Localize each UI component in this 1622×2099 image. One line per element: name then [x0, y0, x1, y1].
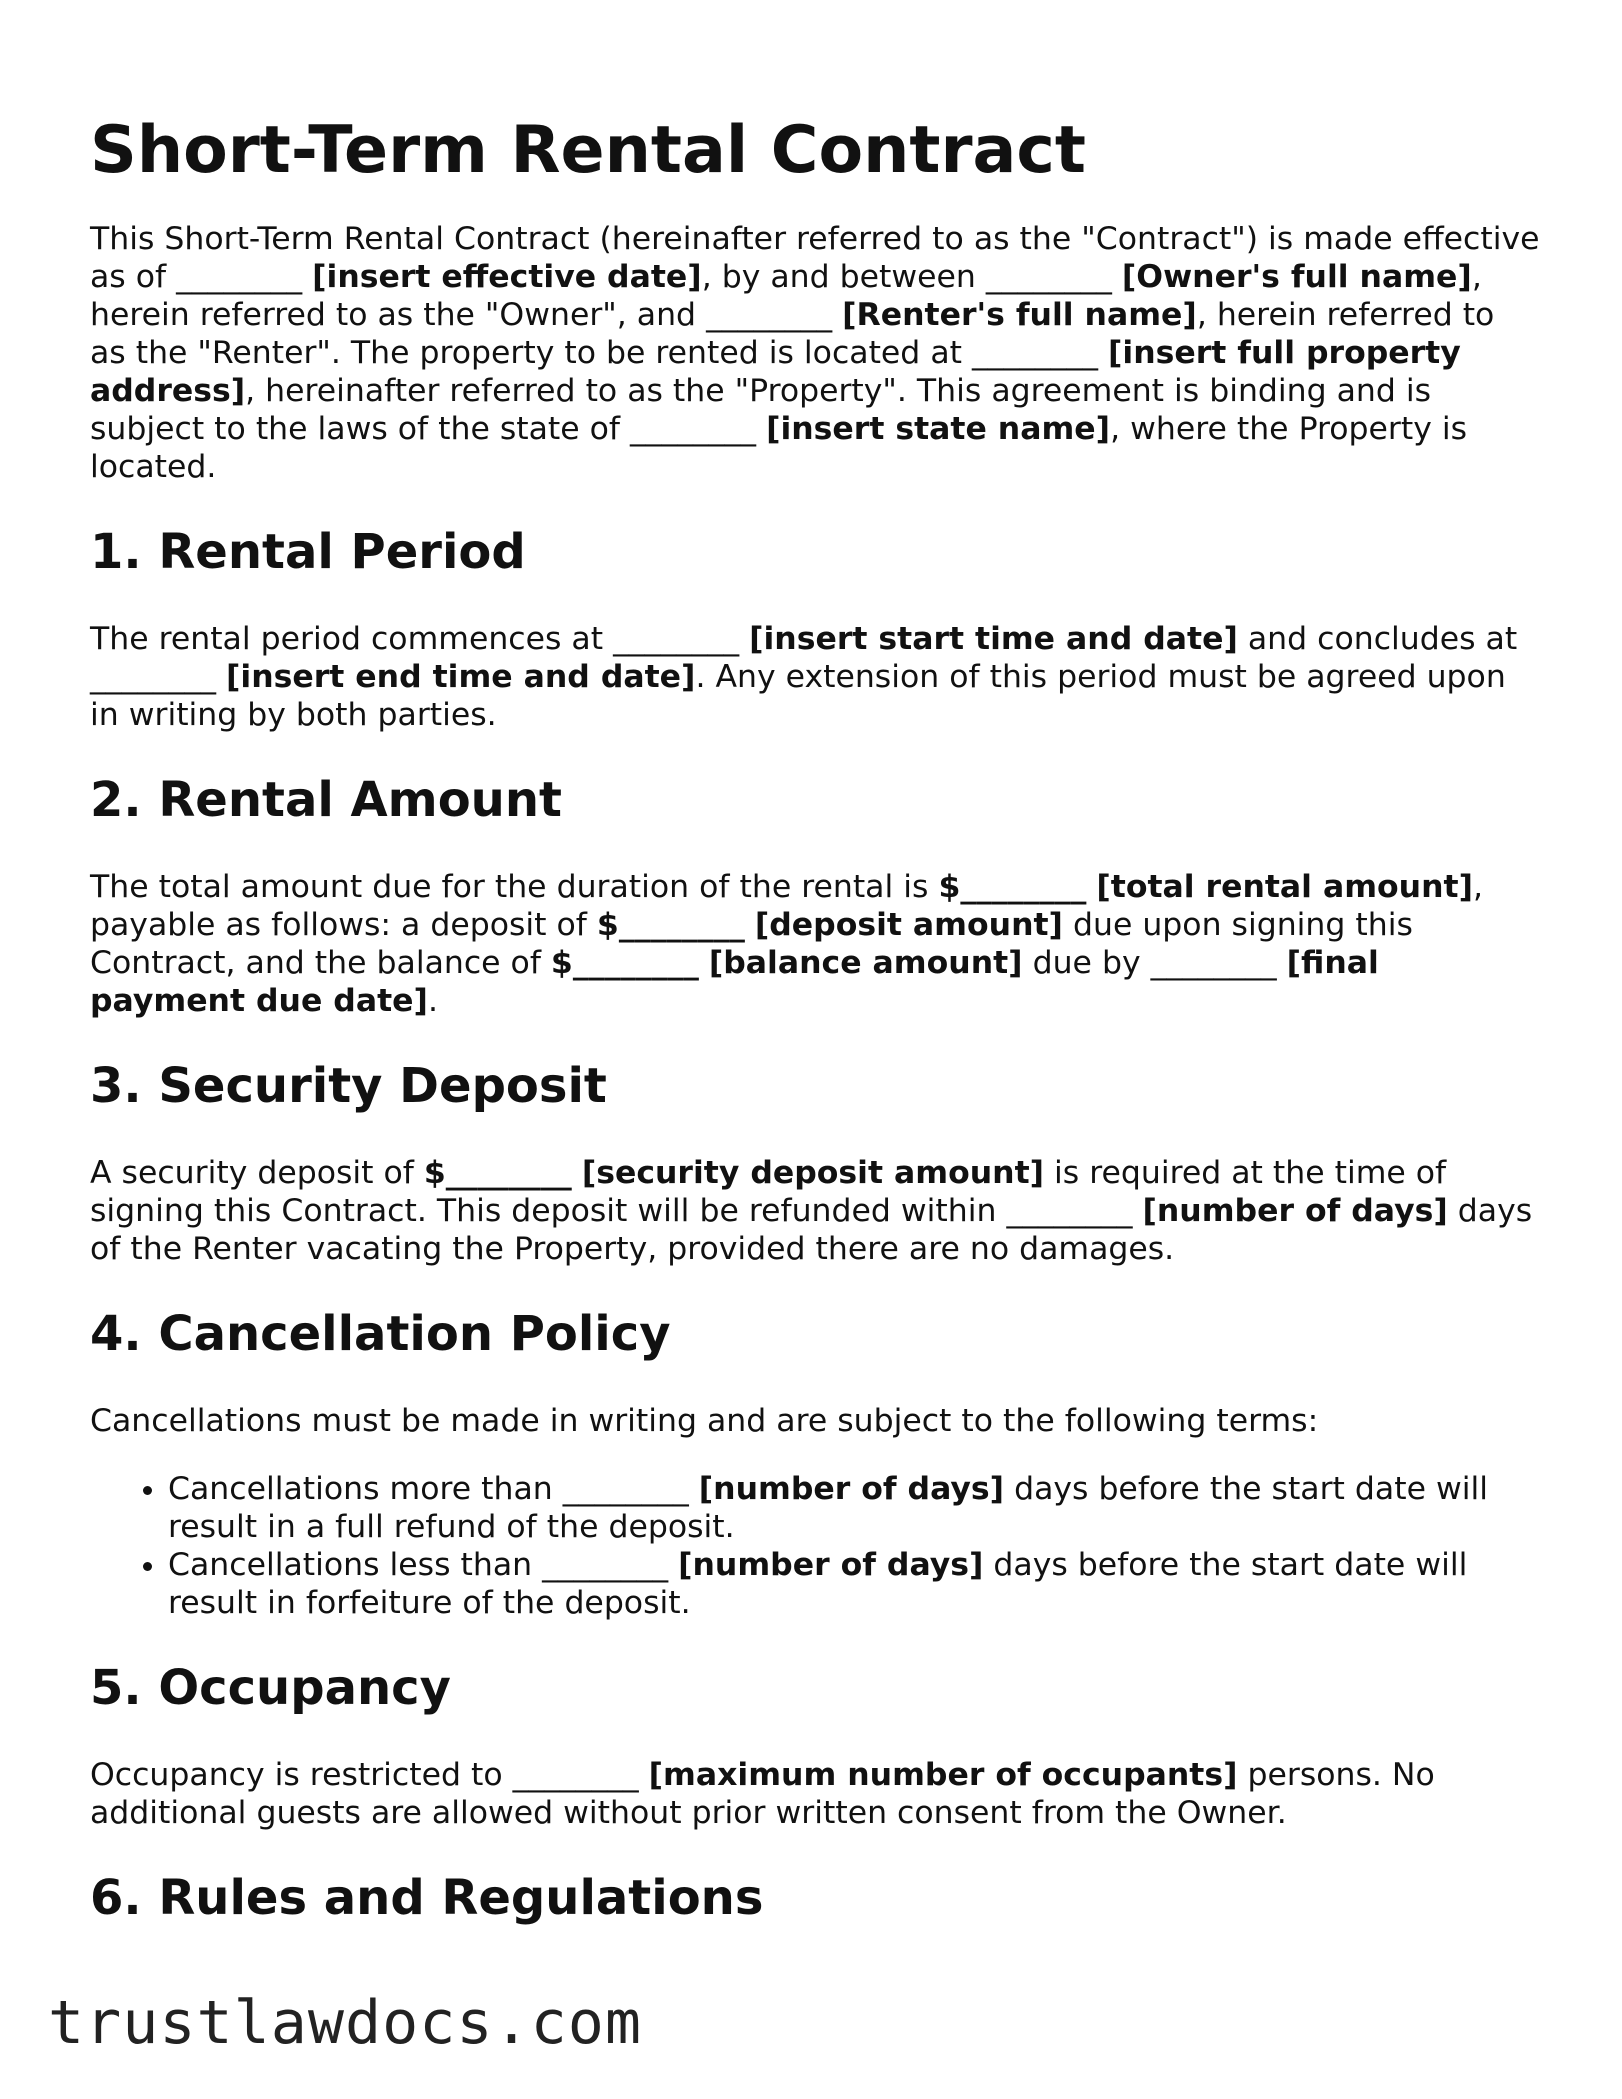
- placeholder-state-name: [insert state name]: [766, 411, 1111, 447]
- placeholder-property-address: [insert full property address]: [90, 335, 1461, 409]
- text: Occupancy is restricted to: [90, 1757, 513, 1793]
- section-heading-cancellation-policy: 4. Cancellation Policy: [90, 1306, 671, 1362]
- placeholder-renter-name: [Renter's full name]: [842, 297, 1197, 333]
- text: .: [427, 983, 438, 1019]
- blank-line: ________: [972, 335, 1098, 371]
- text: is required at the time of signing this Contract. This deposit will be refunded within: [90, 1155, 1447, 1229]
- occupancy-paragraph: [90, 1756, 1540, 1832]
- watermark-text: trustlawdocs.com: [48, 1988, 642, 2058]
- document-body: [90, 106, 1540, 1966]
- intro-text-3: , herein referred to as the "Owner", and: [90, 259, 1482, 333]
- placeholder-end-time: [insert end time and date]: [226, 659, 696, 695]
- security-deposit-paragraph: [90, 1154, 1540, 1268]
- blank-line: ________: [90, 659, 216, 695]
- text: The rental period commences at: [90, 621, 614, 657]
- placeholder-balance-amount: [balance amount]: [708, 945, 1023, 981]
- intro-text-4: , herein referred to as the "Renter". The property to be rented is located at: [90, 297, 1495, 371]
- dollar-blank: $________: [550, 945, 699, 981]
- placeholder-deposit-amount: [deposit amount]: [754, 907, 1063, 943]
- intro-text-5: , hereinafter referred to as the "Property". This agreement is binding and is subject to the laws of the state of: [90, 373, 1432, 447]
- placeholder-effective-date: [insert effective date]: [312, 259, 702, 295]
- blank-line: ________: [613, 621, 740, 657]
- text: The total amount due for the duration of the rental is: [90, 869, 939, 905]
- section-heading-rental-period: 1. Rental Period: [90, 524, 526, 580]
- cancellation-intro: Cancellations must be made in writing and are subject to the following terms:: [90, 1403, 1319, 1439]
- dollar-blank: $________: [596, 907, 745, 943]
- section-heading-rules: 6. Rules and Regulations: [90, 1870, 764, 1926]
- placeholder-owner-name: [Owner's full name]: [1121, 259, 1472, 295]
- blank-line: ________: [706, 297, 833, 333]
- text: and concludes at: [1237, 621, 1518, 657]
- rental-period-paragraph: [90, 620, 1540, 734]
- section-heading-security-deposit: 3. Security Deposit: [90, 1058, 607, 1114]
- text: due upon signing this Contract, and the balance of: [90, 907, 1413, 981]
- text: A security deposit of: [90, 1155, 424, 1191]
- intro-text-1: This Short-Term Rental Contract (hereinafter referred to as the "Contract") is made effective as of: [90, 221, 1540, 295]
- blank-line: ________: [542, 1547, 669, 1583]
- placeholder-security-deposit: [security deposit amount]: [581, 1155, 1045, 1191]
- intro-text-2: , by and between: [701, 259, 986, 295]
- section-heading-occupancy: 5. Occupancy: [90, 1660, 451, 1716]
- blank-line: ________: [985, 259, 1112, 295]
- text: days of the Renter vacating the Property, provided there are no damages.: [90, 1193, 1533, 1267]
- list-item: [168, 1470, 1540, 1546]
- text: Cancellations less than: [168, 1547, 543, 1583]
- intro-text-6: , where the Property is located.: [90, 411, 1468, 485]
- blank-line: ________: [630, 411, 757, 447]
- text: , payable as follows: a deposit of: [90, 869, 1483, 943]
- rental-amount-paragraph: [90, 868, 1540, 1020]
- placeholder-days-less: [number of days]: [678, 1547, 984, 1583]
- text: days before the start date will result in forfeiture of the deposit.: [168, 1547, 1468, 1621]
- blank-line: ________: [512, 1757, 639, 1793]
- dollar-blank: $________: [938, 869, 1087, 905]
- text: . Any extension of this period must be agreed upon in writing by both parties.: [90, 659, 1506, 733]
- placeholder-max-occupants: [maximum number of occupants]: [648, 1757, 1238, 1793]
- blank-line: ________: [176, 259, 303, 295]
- text: Cancellations more than: [168, 1471, 563, 1507]
- text: persons. No additional guests are allowed without prior written consent from the Owner.: [90, 1757, 1435, 1831]
- placeholder-final-payment-date: [final payment due date]: [90, 945, 1379, 1019]
- placeholder-total-amount: [total rental amount]: [1096, 869, 1473, 905]
- cancellation-list: [90, 1470, 1540, 1622]
- blank-line: ________: [1150, 945, 1277, 981]
- placeholder-days-more: [number of days]: [698, 1471, 1005, 1507]
- list-item: [168, 1546, 1540, 1622]
- text: due by: [1022, 945, 1151, 981]
- intro-paragraph: [90, 220, 1540, 486]
- placeholder-refund-days: [number of days]: [1142, 1193, 1448, 1229]
- text: days before the start date will result in a full refund of the deposit.: [168, 1471, 1488, 1545]
- section-heading-rental-amount: 2. Rental Amount: [90, 772, 562, 828]
- document-title: Short-Term Rental Contract: [90, 113, 1086, 188]
- placeholder-start-time: [insert start time and date]: [749, 621, 1238, 657]
- dollar-blank: $________: [423, 1155, 572, 1191]
- blank-line: ________: [1006, 1193, 1133, 1229]
- blank-line: ________: [562, 1471, 689, 1507]
